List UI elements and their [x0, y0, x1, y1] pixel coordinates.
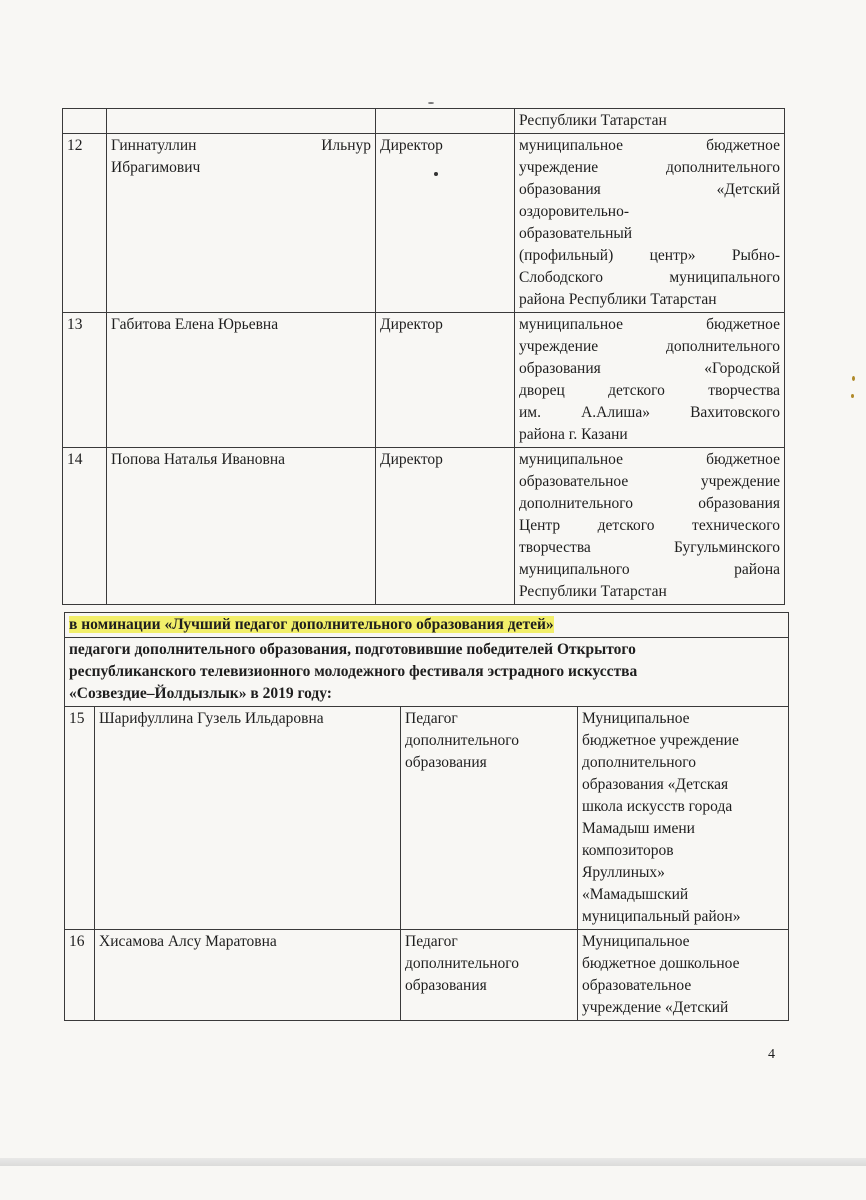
- table-row: [65, 638, 789, 707]
- row-number: 12: [63, 134, 107, 313]
- section-subheading: педагоги дополнительного образования, подготовившие победителей Открытого республиканского телевизионного молодежного фестиваля эстрадного искусства «Созвездие–Йолдызлык» в 2019 году:: [65, 638, 789, 707]
- scan-speck: [852, 376, 855, 381]
- table-row: [63, 313, 785, 448]
- table-directors: [62, 108, 785, 605]
- position-cell: Директор: [376, 448, 515, 605]
- row-number: 14: [63, 448, 107, 605]
- row-number: 13: [63, 313, 107, 448]
- scan-edge: [0, 1158, 866, 1166]
- name-cell: Гиннатуллин Ильнур Ибрагимович: [107, 134, 376, 313]
- position-cell: Педагог дополнительного образования: [401, 930, 578, 1021]
- org-cell: муниципальное бюджетное образовательное учреждение дополнительного образования Центр детского технического творчества Бугульминского муниципального района Республики Татарстан: [515, 448, 785, 605]
- page-number: 4: [768, 1047, 775, 1062]
- row-number: 16: [65, 930, 95, 1021]
- name-cell: Хисамова Алсу Маратовна: [95, 930, 401, 1021]
- name-cell: Попова Наталья Ивановна: [107, 448, 376, 605]
- org-cell: муниципальное бюджетное учреждение дополнительного образования «Детский оздоровительно- образовательный (профильный) центр» Рыбно- Слободского муниципального района Республики Татарстан: [515, 134, 785, 313]
- name-cell: Шарифуллина Гузель Ильдаровна: [95, 707, 401, 930]
- position-cell: Педагог дополнительного образования: [401, 707, 578, 930]
- table-row: [63, 109, 785, 134]
- row-number: 15: [65, 707, 95, 930]
- scan-speck: [434, 172, 438, 176]
- org-cell: Муниципальное бюджетное учреждение дополнительного образования «Детская школа искусств города Мамадыш имени композиторов Яруллиных» «Мамадышский муниципальный район»: [578, 707, 789, 930]
- position-cell: Директор: [376, 134, 515, 313]
- scan-speck: [428, 102, 434, 104]
- org-cell: муниципальное бюджетное учреждение дополнительного образования «Городской дворец детского творчества им. А.Алиша» Вахитовского района г. Казани: [515, 313, 785, 448]
- table-row: [63, 448, 785, 605]
- position-cell: Директор: [376, 313, 515, 448]
- table-row: [65, 613, 789, 638]
- org-cell: Муниципальное бюджетное дошкольное образовательное учреждение «Детский: [578, 930, 789, 1021]
- name-cell: Габитова Елена Юрьевна: [107, 313, 376, 448]
- table-row: [63, 134, 785, 313]
- org-cell-fragment: Республики Татарстан: [515, 109, 785, 134]
- table-row: [65, 930, 789, 1021]
- table-row: [65, 707, 789, 930]
- scan-speck: [851, 394, 854, 398]
- table-teachers: [64, 612, 789, 1021]
- nomination-heading: в номинации «Лучший педагог дополнительного образования детей»: [65, 613, 789, 638]
